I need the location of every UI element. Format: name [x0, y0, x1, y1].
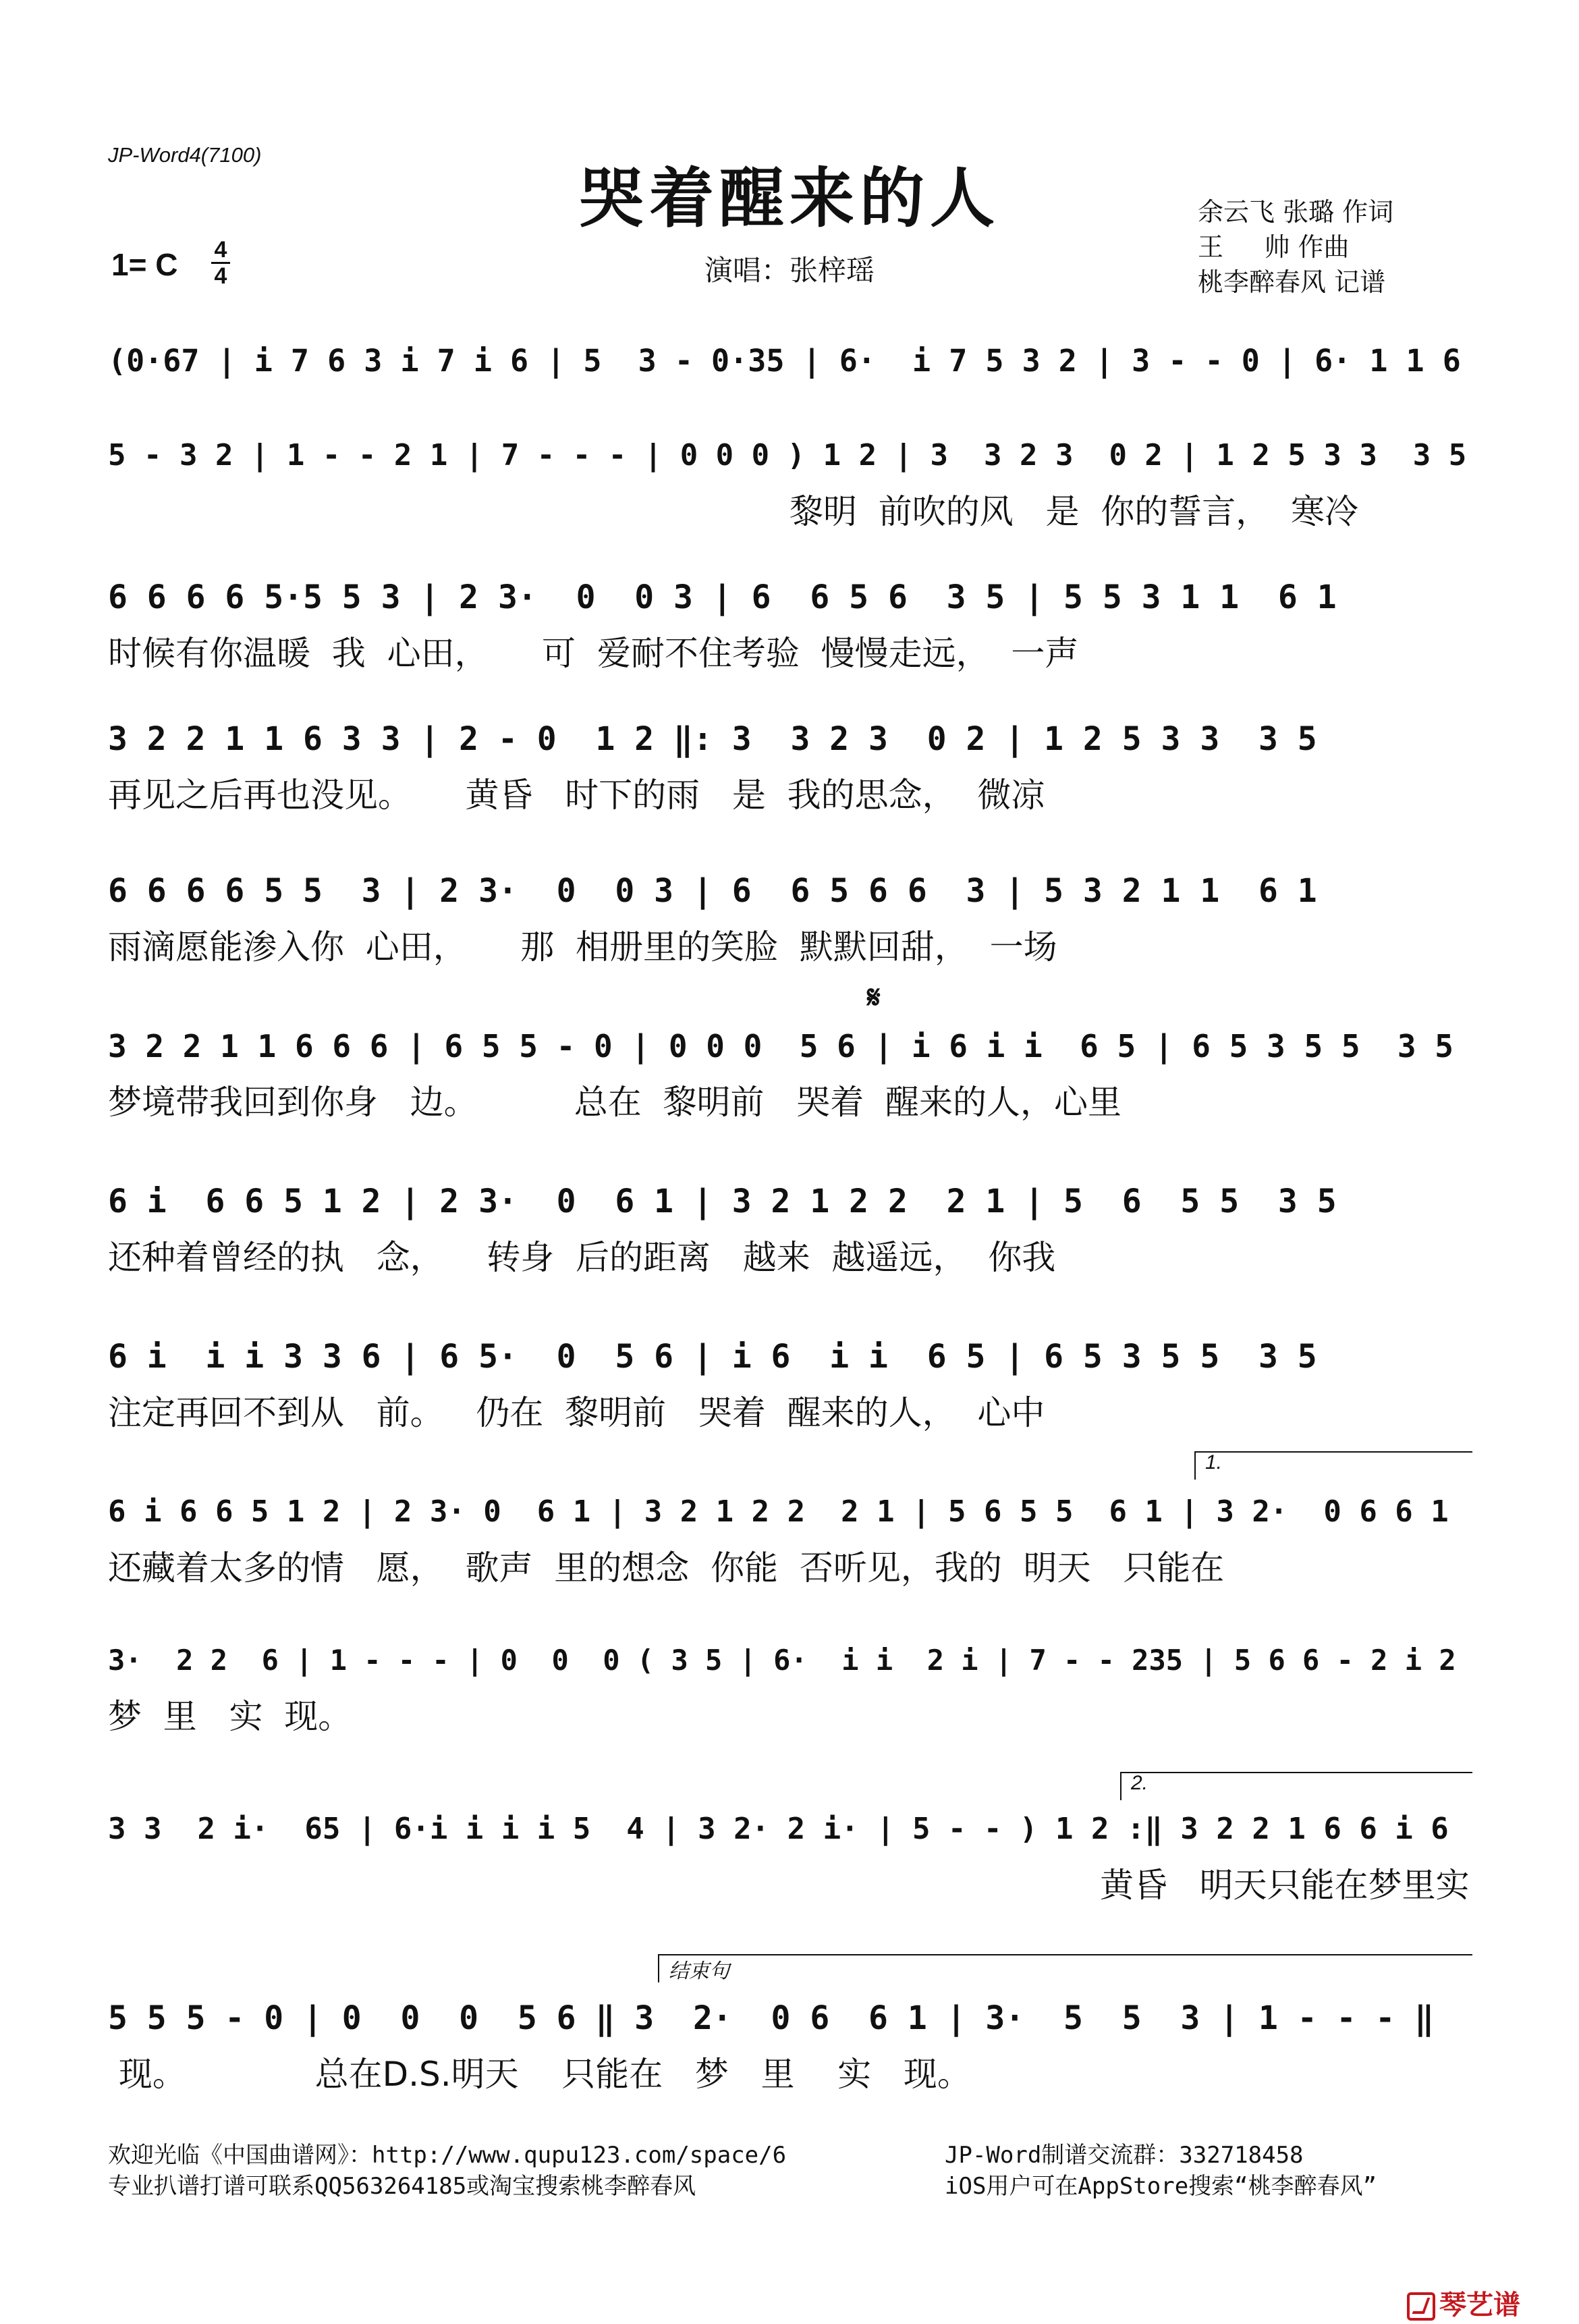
notes: 6 i 6 6 5 1 2 | 2 3· 0 6 1 | 3 2 1 2 2 2 1 | 5 6 5 5 6 1 | 3 2· 0 6 6 1	[108, 1494, 1449, 1529]
key-signature: 1= C	[111, 247, 178, 282]
lyrics: 时候有你温暖 我 心田， 可 爱耐不住考验 慢慢走远， 一声	[108, 634, 1079, 673]
lyrics: 梦境带我回到你身 边。 总在 黎明前 哭着 醒来的人，心里	[108, 1083, 1121, 1122]
coda-label: 结束句	[669, 1960, 729, 1982]
time-signature-bottom: 4	[214, 263, 227, 289]
notes: 3· 2 2 6 | 1 - - - | 0 0 0 ( 3 5 | 6· i i 2 i | 7 - - 235 | 5 6 6 - 2 i 2	[108, 1644, 1456, 1677]
volta-label: 2.	[1131, 1772, 1148, 1794]
lyrics: 现。 总在D.S.明天 只能在 梦 里 实 现。	[108, 2055, 971, 2094]
notes: 6 i i i 3 3 6 | 6 5· 0 5 6 | i 6 i i 6 5 | 6 5 3 5 5 3 5	[108, 1338, 1317, 1376]
logo-icon	[1407, 2292, 1435, 2321]
notes: 3 2 2 1 1 6 3 3 | 2 - 0 1 2 ‖: 3 3 2 3 0 2 | 1 2 5 3 3 3 5	[108, 720, 1317, 758]
notes: 5 - 3 2 | 1 - - 2 1 | 7 - - - | 0 0 0 ) 1 2 | 3 3 2 3 0 2 | 1 2 5 3 3 3 5	[108, 438, 1467, 472]
notes: 6 i 6 6 5 1 2 | 2 3· 0 6 1 | 3 2 1 2 2 2 1 | 5 6 5 5 3 5	[108, 1183, 1337, 1220]
footer-left	[108, 2140, 786, 2202]
notes: 3 2 2 1 1 6 6 6 | 6 5 5 - 0 | 0 0 0 5 6 | i 6 i i 6 5 | 6 5 3 5 5 3 5	[108, 1028, 1453, 1064]
credits: 余云飞 张璐 作词 王 帅 作曲 桃李醉春风 记谱	[1198, 197, 1394, 297]
footer-line: JP-Word制谱交流群：332718458	[945, 2142, 1304, 2169]
time-signature-top: 4	[214, 237, 227, 263]
song-title: 哭着醒来的人	[579, 160, 1000, 236]
notes: 3 3 2 i· 65 | 6·i i i i 5 4 | 3 2· 2 i· | 5 - - ) 1 2 :‖ 3 2 2 1 6 6 i 6	[108, 1812, 1449, 1846]
lyrics: 雨滴愿能渗入你 心田， 那 相册里的笑脸 默默回甜， 一场	[108, 927, 1057, 967]
lyrics: 黎明 前吹的风 是 你的誓言， 寒冷	[790, 492, 1359, 531]
volta-second-ending	[1120, 1772, 1472, 1800]
footer-line: 专业扒谱打谱可联系QQ563264185或淘宝搜索桃李醉春风	[108, 2173, 696, 2200]
volta-label: 1.	[1205, 1451, 1223, 1474]
coda-bracket	[658, 1954, 1472, 1982]
singer: 演唱：张梓瑶	[704, 254, 875, 287]
volta-first-ending	[1194, 1451, 1472, 1480]
notes: 6 6 6 6 5 5 3 | 2 3· 0 0 3 | 6 6 5 6 6 3 | 5 3 2 1 1 6 1	[108, 872, 1317, 910]
lyrics: 注定再回不到从 前。 仍在 黎明前 哭着 醒来的人， 心中	[108, 1393, 1045, 1432]
segno-sign: 𝄋	[867, 979, 881, 1015]
lyrics: 还藏着太多的情 愿， 歌声 里的想念 你能 否听见，我的 明天 只能在	[108, 1548, 1225, 1588]
notes: (0·67 | i 7 6 3 i 7 i 6 | 5 3 - 0·35 | 6· i 7 5 3 2 | 3 - - 0 | 6· 1 1 6	[108, 343, 1461, 379]
software-label: JP-Word4(7100)	[108, 143, 262, 167]
lyrics: 还种着曾经的执 念， 转身 后的距离 越来 越遥远， 你我	[108, 1238, 1056, 1277]
notes: 6 6 6 6 5·5 5 3 | 2 3· 0 0 3 | 6 6 5 6 3 5 | 5 5 3 1 1 6 1	[108, 578, 1337, 616]
lyrics: 再见之后再也没见。 黄昏 时下的雨 是 我的思念， 微凉	[108, 776, 1045, 815]
watermark-logo	[1407, 2284, 1520, 2322]
watermark-text: 琴艺谱	[1439, 2290, 1520, 2321]
lyrics: 梦 里 实 现。	[108, 1697, 352, 1736]
notes: 5 5 5 - 0 | 0 0 0 5 6 ‖ 3 2· 0 6 6 1 | 3· 5 5 3 | 1 - - - ‖	[108, 1999, 1435, 2037]
footer-right	[945, 2140, 1377, 2202]
footer-line: 欢迎光临《中国曲谱网》：http://www.qupu123.com/space/6	[108, 2142, 787, 2169]
lyrics: 黄昏 明天只能在梦里实	[1100, 1866, 1470, 1905]
footer-line: iOS用户可在AppStore搜索“桃李醉春风”	[945, 2173, 1377, 2200]
